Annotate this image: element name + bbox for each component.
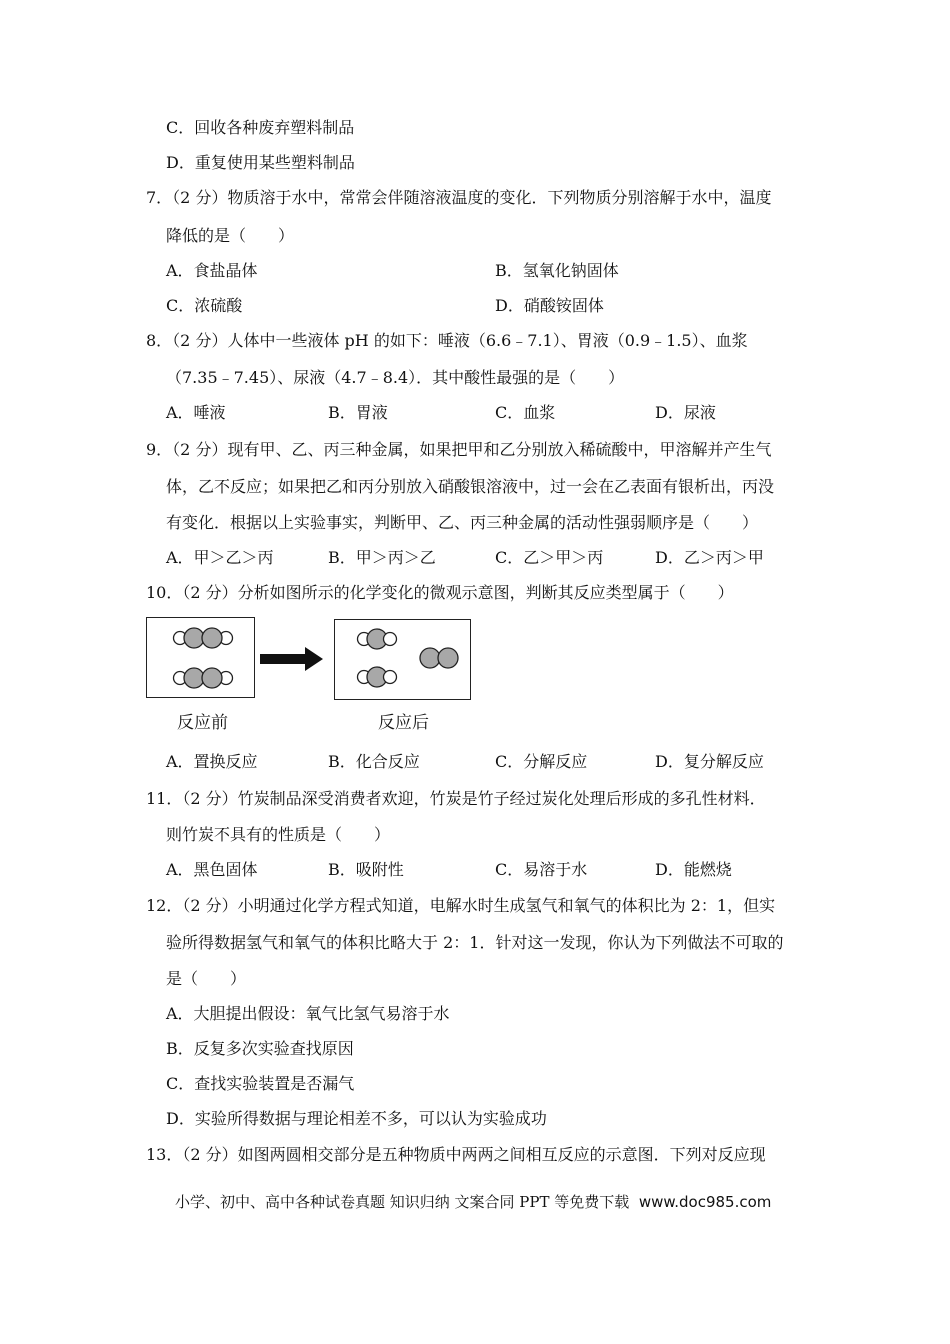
q10-option-d: D．复分解反应 xyxy=(655,752,764,771)
product-molecule-2 xyxy=(358,667,397,687)
q12-option-c: C．查找实验装置是否漏气 xyxy=(166,1074,355,1093)
q10-option-a: A．置换反应 xyxy=(166,752,258,771)
q12-option-a: A．大胆提出假设：氧气比氢气易溶于水 xyxy=(166,1004,450,1023)
q10-option-c: C．分解反应 xyxy=(495,752,588,771)
q9-option-d: D．乙＞丙＞甲 xyxy=(655,548,764,567)
q7-option-a: A．食盐晶体 xyxy=(166,261,258,280)
q8-option-c: C．血浆 xyxy=(495,403,556,422)
q10-stem-line1: 10．（2 分）分析如图所示的化学变化的微观示意图，判断其反应类型属于（ ） xyxy=(146,583,734,602)
q11-option-a: A．黑色固体 xyxy=(166,860,258,879)
q7-option-d: D．硝酸铵固体 xyxy=(495,296,604,315)
molecule-1 xyxy=(174,628,233,648)
after-reaction-box xyxy=(334,619,471,700)
q13-stem-line1: 13．（2 分）如图两圆相交部分是五种物质中两两之间相互反应的示意图．下列对反应现 xyxy=(146,1145,766,1164)
q8-stem-line1: 8．（2 分）人体中一些液体 pH 的如下：唾液（6.6﹣7.1）、胃液（0.9﹣1.5）、血浆 xyxy=(146,331,748,350)
q12-stem-line2: 验所得数据氢气和氧气的体积比略大于 2：1．针对这一发现，你认为下列做法不可取的 xyxy=(166,933,784,952)
q11-option-d: D．能燃烧 xyxy=(655,860,732,879)
q11-option-c: C．易溶于水 xyxy=(495,860,588,879)
q7-option-b: B．氢氧化钠固体 xyxy=(495,261,619,280)
q8-option-a: A．唾液 xyxy=(166,403,226,422)
reaction-arrow-icon xyxy=(259,645,325,673)
footer xyxy=(175,1191,771,1212)
q7-stem-line2: 降低的是（ ） xyxy=(166,226,295,245)
before-molecules xyxy=(147,618,254,697)
q9-stem-line2: 体，乙不反应；如果把乙和丙分别放入硝酸银溶液中，过一会在乙表面有银析出，丙没 xyxy=(166,477,775,496)
q10-option-b: B．化合反应 xyxy=(328,752,420,771)
before-reaction-box xyxy=(146,617,255,698)
q11-option-b: B．吸附性 xyxy=(328,860,404,879)
q9-stem-line1: 9．（2 分）现有甲、乙、丙三种金属，如果把甲和乙分别放入稀硫酸中，甲溶解并产生气 xyxy=(146,440,772,459)
q7-stem-line1: 7．（2 分）物质溶于水中，常常会伴随溶液温度的变化．下列物质分别溶解于水中，温度 xyxy=(146,188,772,207)
q6-option-d: D．重复使用某些塑料制品 xyxy=(166,153,355,172)
molecule-2 xyxy=(174,668,233,688)
q8-option-b: B．胃液 xyxy=(328,403,388,422)
q8-stem-line2: （7.35﹣7.45）、尿液（4.7﹣8.4）．其中酸性最强的是（ ） xyxy=(166,368,625,387)
after-molecules xyxy=(335,620,470,699)
q11-stem-line2: 则竹炭不具有的性质是（ ） xyxy=(166,825,391,844)
q9-option-a: A．甲＞乙＞丙 xyxy=(166,548,274,567)
q12-stem-line1: 12．（2 分）小明通过化学方程式知道，电解水时生成氢气和氧气的体积比为 2：1，但实 xyxy=(146,896,776,915)
product-molecule-1 xyxy=(358,629,397,649)
q9-stem-line3: 有变化．根据以上实验事实，判断甲、乙、丙三种金属的活动性强弱顺序是（ ） xyxy=(166,513,759,532)
caption-after: 反应后 xyxy=(378,713,429,733)
q6-option-c: C．回收各种废弃塑料制品 xyxy=(166,118,355,137)
q7-option-c: C．浓硫酸 xyxy=(166,296,243,315)
q12-option-d: D．实验所得数据与理论相差不多，可以认为实验成功 xyxy=(166,1109,547,1128)
footer-text: 小学、初中、高中各种试卷真题 知识归纳 文案合同 PPT 等免费下载 xyxy=(175,1193,630,1211)
q12-option-b: B．反复多次实验查找原因 xyxy=(166,1039,354,1058)
q8-option-d: D．尿液 xyxy=(655,403,716,422)
q9-option-b: B．甲＞丙＞乙 xyxy=(328,548,436,567)
q12-stem-line3: 是（ ） xyxy=(166,969,247,988)
product-molecule-3 xyxy=(420,648,458,668)
q11-stem-line1: 11．（2 分）竹炭制品深受消费者欢迎，竹炭是竹子经过炭化处理后形成的多孔性材料． xyxy=(146,789,766,808)
caption-before: 反应前 xyxy=(177,713,228,733)
q9-option-c: C．乙＞甲＞丙 xyxy=(495,548,604,567)
footer-url[interactable]: www.doc985.com xyxy=(638,1193,772,1211)
